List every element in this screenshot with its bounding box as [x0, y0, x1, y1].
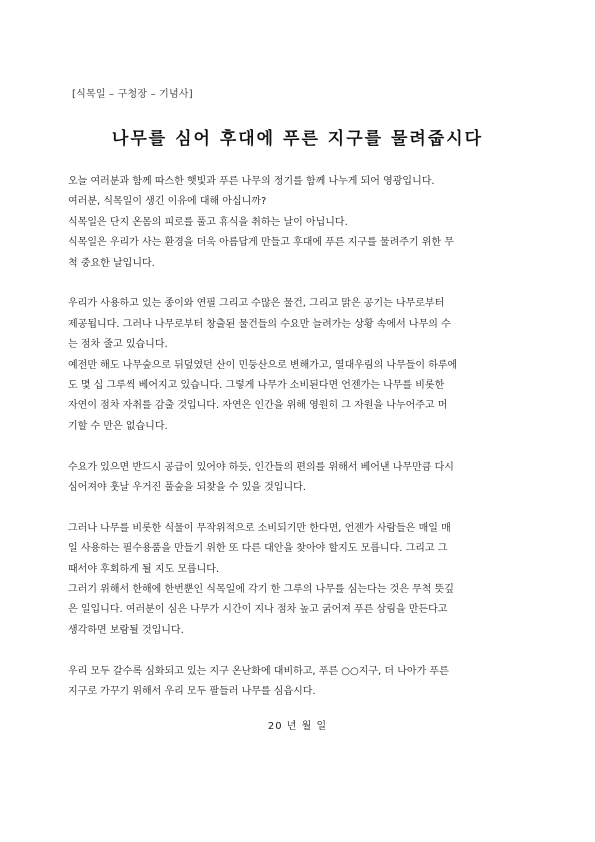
paragraph-line: 도 몇 십 그루씩 베어지고 있습니다. 그렇게 나무가 소비된다면 언젠가는 나무를 비롯한: [68, 380, 445, 392]
document-tag: [식목일 – 구청장 – 기념사]: [72, 89, 193, 100]
paragraph-line: 일 사용하는 필수용품을 만들기 위한 또 다른 대안을 찾아야 할지도 모릅니다. 그리고 그: [68, 543, 448, 555]
paragraph: [68, 519, 528, 641]
paragraph-line: 생각하면 보람될 것입니다.: [68, 624, 184, 636]
paragraph-line: 은 일입니다. 여러분이 심은 나무가 시간이 지나 점차 높고 굵어져 푸른 삼림을 만든다고: [68, 604, 448, 616]
paragraph: [68, 458, 528, 499]
paragraph: [68, 662, 528, 703]
paragraph-line: 수요가 있으면 반드시 공급이 있어야 하듯, 인간들의 편의를 위해서 베어낸 나무만큼 다시: [68, 461, 454, 473]
paragraph-line: 오늘 여러분과 함께 따스한 햇빛과 푸른 나무의 정기를 함께 나누게 되어 영광입니다.: [68, 176, 435, 187]
paragraph: [68, 172, 528, 274]
paragraph-line: 우리 모두 갈수록 심화되고 있는 지구 온난화에 대비하고, 푸른 ○○지구, 더 나아가 푸른: [68, 665, 449, 677]
document-date: 20 년 월 일: [267, 721, 328, 732]
paragraph-line: 식목일은 우리가 사는 환경을 더욱 아름답게 만들고 후대에 푸른 지구를 물려주기 위한 무: [68, 237, 454, 249]
paragraph-line: 그러기 위해서 한해에 한번뿐인 식목일에 각기 한 그루의 나무를 심는다는 것은 무척 뜻깊: [68, 584, 454, 596]
paragraph: [68, 294, 528, 437]
paragraph-line: 때서야 후회하게 될 지도 모릅니다.: [68, 563, 220, 575]
paragraph-line: 기할 수 만은 없습니다.: [68, 420, 168, 432]
paragraph-line: 그러나 나무를 비롯한 식물이 무작위적으로 소비되기만 한다면, 언젠가 사람들은 매일 매: [68, 522, 451, 534]
paragraph-line: 척 중요한 날입니다.: [68, 257, 155, 269]
paragraph-line: 식목일은 단지 온몸의 피로를 풀고 휴식을 취하는 날이 아닙니다.: [68, 216, 348, 228]
paragraph-line: 지구로 가꾸기 위해서 우리 모두 팔들러 나무를 심읍시다.: [68, 686, 316, 698]
paragraph-line: 여러분, 식목일이 생긴 이유에 대해 아십니까?: [68, 196, 267, 208]
paragraph-line: 우리가 사용하고 있는 종이와 연필 그리고 수많은 물건, 그리고 맑은 공기는 나무로부터: [68, 298, 445, 310]
paragraph-line: 심어져야 훗날 우거진 풀숲을 되찾을 수 있을 것입니다.: [68, 482, 306, 494]
document-body: [68, 172, 528, 723]
paragraph-line: 자연이 점차 자취를 감출 것입니다. 자연은 인간을 위해 영원히 그 자원을 나누어주고 머: [68, 400, 448, 412]
paragraph-line: 는 점차 줄고 있습니다.: [68, 339, 168, 351]
paragraph-line: 제공됩니다. 그러나 나무로부터 창출된 물건들의 수요만 늘려가는 상황 속에서 나무의 수: [68, 318, 451, 330]
document-title: 나무를 심어 후대에 푸른 지구를 물려줍시다: [111, 129, 484, 149]
paragraph-line: 예전만 해도 나무숲으로 뒤덮였던 산이 민둥산으로 변해가고, 열대우림의 나무들이 하루에: [68, 359, 458, 371]
